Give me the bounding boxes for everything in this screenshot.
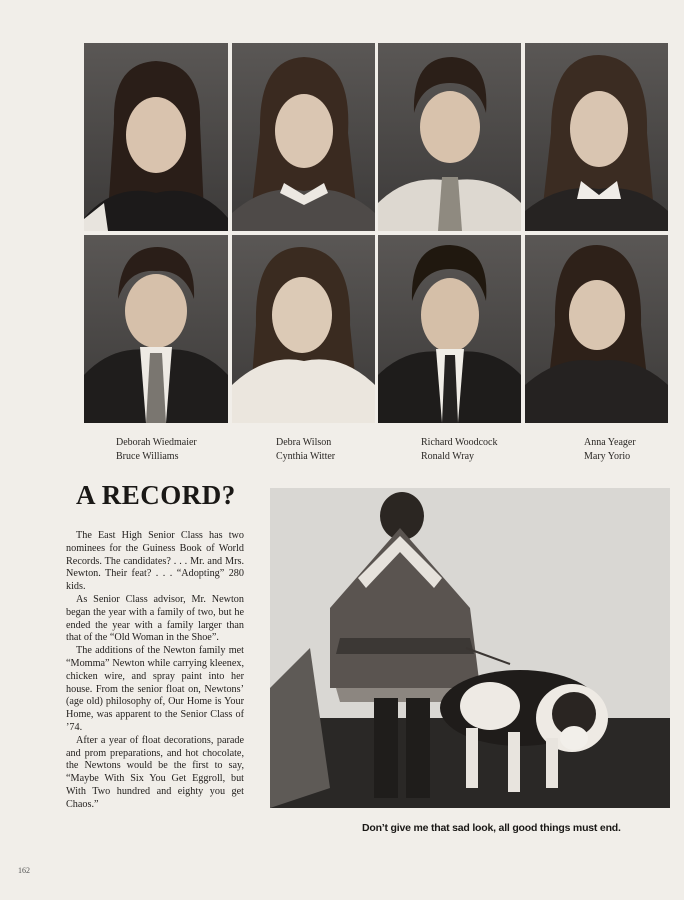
article-paragraph: As Senior Class advisor, Mr. Newton began the year with a family of two, but he ended the year with a family larger than that of the “Old Woman in the Shoe”. <box>66 593 244 644</box>
caption-name: Mary Yorio <box>584 451 631 462</box>
caption-column-3 <box>421 436 498 464</box>
article-paragraph: The East High Senior Class has two nominees for the Guiness Book of World Records. The candidates? . . . Mr. and Mrs. Newton. Their feat? . . . “Adopting” 280 kids. <box>66 530 244 593</box>
portrait-mary-yorio <box>525 235 668 423</box>
caption-name: Debra Wilson <box>276 437 332 448</box>
caption-column-1 <box>116 436 197 464</box>
portrait-debra-wilson <box>232 43 375 231</box>
portrait-cynthia-witter <box>232 235 375 423</box>
page-number: 162 <box>18 866 30 875</box>
caption-name: Deborah Wiedmaier <box>116 437 197 448</box>
article-headline: A RECORD? <box>76 480 236 510</box>
portrait-deborah-wiedmaier <box>84 43 228 231</box>
photo-caption: Don’t give me that sad look, all good things must end. <box>362 822 621 834</box>
caption-name: Anna Yeager <box>584 437 636 448</box>
caption-column-4 <box>584 436 636 464</box>
portrait-anna-yeager <box>525 43 668 231</box>
portrait-bruce-williams <box>84 235 228 423</box>
caption-name: Cynthia Witter <box>276 451 336 462</box>
article-paragraph: The additions of the Newton family met “Momma” Newton while carrying kleenex, chicken wire, and spray paint into her house. From the senior float on, Newtons’ (age old) philosophy of, Our Home is Your Home, was apparent to the Senior Class of ’74. <box>66 645 244 733</box>
portrait-richard-woodcock <box>378 43 521 231</box>
article-body <box>66 530 244 812</box>
caption-name: Bruce Williams <box>116 451 179 462</box>
portrait-ronald-wray <box>378 235 521 423</box>
caption-column-2 <box>276 436 335 464</box>
photo-woman-with-st-bernard <box>270 488 670 808</box>
article-paragraph: After a year of float decorations, parade and prom preparations, and hot chocolate, the Newtons would be the first to say, “Maybe With Six You Get Eggroll, but With Two hundred and eighty you get Chaos.” <box>66 734 244 810</box>
caption-name: Ronald Wray <box>421 451 475 462</box>
caption-name: Richard Woodcock <box>421 437 498 448</box>
